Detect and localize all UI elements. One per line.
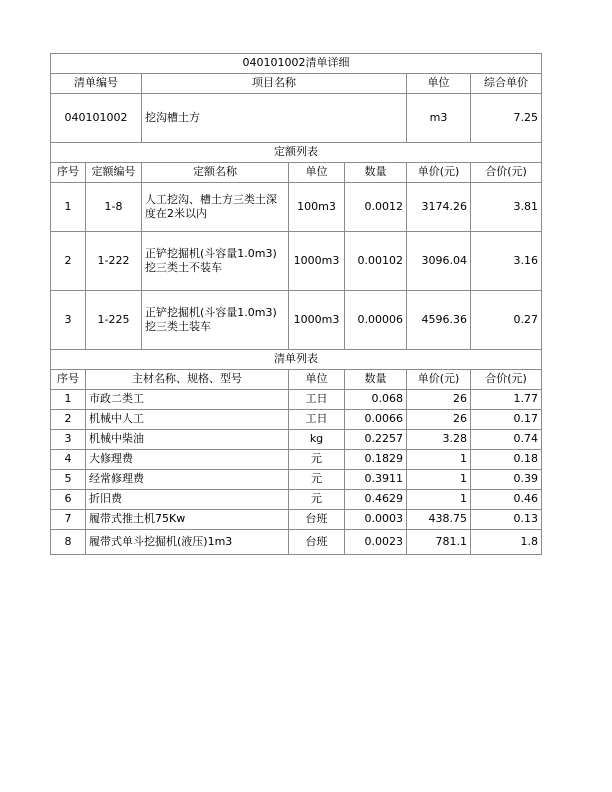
quota-qty: 0.00006: [345, 291, 407, 350]
quota-unit: 100m3: [289, 183, 345, 232]
page-title: 040101002清单详细: [51, 54, 542, 74]
quota-index: 1: [51, 183, 86, 232]
material-unit-price: 1: [407, 470, 471, 490]
material-index: 5: [51, 470, 86, 490]
material-total: 1.77: [471, 390, 542, 410]
quota-index: 3: [51, 291, 86, 350]
material-unit-price: 781.1: [407, 530, 471, 555]
material-row: [51, 530, 542, 555]
material-unit: 元: [289, 490, 345, 510]
materials-col-unit-price: 单价(元): [407, 370, 471, 390]
material-unit: kg: [289, 430, 345, 450]
material-unit: 工日: [289, 410, 345, 430]
material-index: 6: [51, 490, 86, 510]
bill-name: 挖沟槽土方: [142, 94, 407, 143]
quota-col-code: 定额编号: [86, 163, 142, 183]
material-qty: 0.0023: [345, 530, 407, 555]
materials-section-title: 清单列表: [51, 350, 542, 370]
quota-total: 3.16: [471, 232, 542, 291]
material-name: 经常修理费: [86, 470, 289, 490]
materials-section-row: [51, 350, 542, 370]
col-header-unit: 单位: [407, 74, 471, 94]
quota-row: [51, 291, 542, 350]
material-qty: 0.1829: [345, 450, 407, 470]
material-row: [51, 390, 542, 410]
quota-code: 1-225: [86, 291, 142, 350]
quota-section-row: [51, 143, 542, 163]
materials-col-index: 序号: [51, 370, 86, 390]
material-index: 1: [51, 390, 86, 410]
material-name: 大修理费: [86, 450, 289, 470]
quota-col-total: 合价(元): [471, 163, 542, 183]
materials-col-qty: 数量: [345, 370, 407, 390]
quota-header-row: [51, 163, 542, 183]
material-row: [51, 450, 542, 470]
material-name: 市政二类工: [86, 390, 289, 410]
material-unit-price: 3.28: [407, 430, 471, 450]
material-unit-price: 1: [407, 450, 471, 470]
material-row: [51, 430, 542, 450]
quota-col-name: 定额名称: [142, 163, 289, 183]
quota-unit-price: 4596.36: [407, 291, 471, 350]
material-qty: 0.2257: [345, 430, 407, 450]
quota-row: [51, 232, 542, 291]
material-unit-price: 26: [407, 410, 471, 430]
materials-col-unit: 单位: [289, 370, 345, 390]
material-unit-price: 438.75: [407, 510, 471, 530]
bill-row: [51, 94, 542, 143]
material-name: 履带式单斗挖掘机(液压)1m3: [86, 530, 289, 555]
material-unit: 台班: [289, 510, 345, 530]
quota-name: 正铲挖掘机(斗容量1.0m3)挖三类土不装车: [142, 232, 289, 291]
material-index: 3: [51, 430, 86, 450]
material-unit: 工日: [289, 390, 345, 410]
material-row: [51, 410, 542, 430]
quota-row: [51, 183, 542, 232]
material-total: 1.8: [471, 530, 542, 555]
material-unit: 元: [289, 450, 345, 470]
material-row: [51, 470, 542, 490]
col-header-code: 清单编号: [51, 74, 142, 94]
material-total: 0.13: [471, 510, 542, 530]
material-unit-price: 26: [407, 390, 471, 410]
quota-qty: 0.00102: [345, 232, 407, 291]
quota-col-qty: 数量: [345, 163, 407, 183]
material-qty: 0.068: [345, 390, 407, 410]
quota-code: 1-8: [86, 183, 142, 232]
material-total: 0.39: [471, 470, 542, 490]
quota-col-unit-price: 单价(元): [407, 163, 471, 183]
material-row: [51, 490, 542, 510]
quota-unit-price: 3174.26: [407, 183, 471, 232]
quota-qty: 0.0012: [345, 183, 407, 232]
material-index: 2: [51, 410, 86, 430]
col-header-name: 项目名称: [142, 74, 407, 94]
material-row: [51, 510, 542, 530]
quota-index: 2: [51, 232, 86, 291]
bill-unit: m3: [407, 94, 471, 143]
material-total: 0.74: [471, 430, 542, 450]
quota-total: 0.27: [471, 291, 542, 350]
bill-detail-table: [50, 53, 542, 555]
quota-col-unit: 单位: [289, 163, 345, 183]
material-qty: 0.0003: [345, 510, 407, 530]
quota-unit: 1000m3: [289, 291, 345, 350]
quota-name: 人工挖沟、槽土方三类土深度在2米以内: [142, 183, 289, 232]
materials-col-name: 主材名称、规格、型号: [86, 370, 289, 390]
material-qty: 0.0066: [345, 410, 407, 430]
quota-total: 3.81: [471, 183, 542, 232]
material-name: 折旧费: [86, 490, 289, 510]
material-name: 机械中人工: [86, 410, 289, 430]
materials-header-row: [51, 370, 542, 390]
material-index: 4: [51, 450, 86, 470]
material-qty: 0.3911: [345, 470, 407, 490]
material-qty: 0.4629: [345, 490, 407, 510]
title-row: [51, 54, 542, 74]
quota-section-title: 定额列表: [51, 143, 542, 163]
quota-col-index: 序号: [51, 163, 86, 183]
quota-code: 1-222: [86, 232, 142, 291]
bill-code: 040101002: [51, 94, 142, 143]
material-unit-price: 1: [407, 490, 471, 510]
quota-unit: 1000m3: [289, 232, 345, 291]
material-index: 7: [51, 510, 86, 530]
quota-unit-price: 3096.04: [407, 232, 471, 291]
material-total: 0.17: [471, 410, 542, 430]
material-index: 8: [51, 530, 86, 555]
material-name: 履带式推土机75Kw: [86, 510, 289, 530]
material-total: 0.18: [471, 450, 542, 470]
material-unit: 元: [289, 470, 345, 490]
bill-header-row: [51, 74, 542, 94]
material-name: 机械中柴油: [86, 430, 289, 450]
material-total: 0.46: [471, 490, 542, 510]
quota-name: 正铲挖掘机(斗容量1.0m3)挖三类土装车: [142, 291, 289, 350]
materials-col-total: 合价(元): [471, 370, 542, 390]
material-unit: 台班: [289, 530, 345, 555]
bill-price: 7.25: [471, 94, 542, 143]
col-header-price: 综合单价: [471, 74, 542, 94]
